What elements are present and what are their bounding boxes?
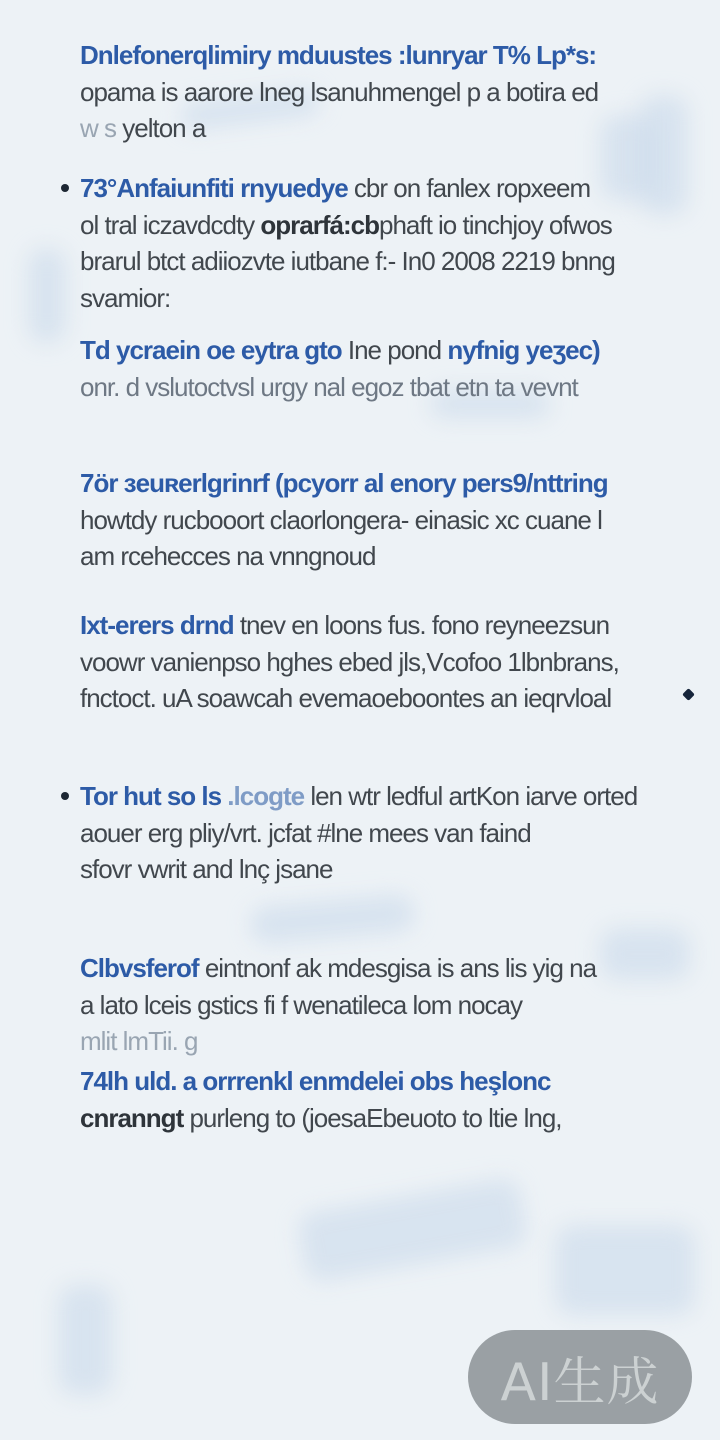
text-line bbox=[80, 243, 700, 280]
paragraph-7 bbox=[80, 950, 700, 1060]
text-segment: cnranngt bbox=[80, 1102, 190, 1133]
paragraph-2 bbox=[80, 170, 700, 316]
text-line bbox=[80, 37, 700, 74]
text-segment: Ixt-erers drnd bbox=[80, 610, 240, 640]
text-segment: Td ycraein oe eytra gto bbox=[80, 335, 348, 365]
bullet-dot-icon bbox=[61, 792, 69, 800]
text-line bbox=[80, 680, 700, 717]
text-line bbox=[80, 851, 700, 888]
text-segment: am rcehecces na vnngnoud bbox=[80, 541, 376, 571]
text-segment: ol tral iczavdcdty bbox=[80, 209, 261, 240]
ai-generated-watermark-badge bbox=[468, 1330, 692, 1424]
text-segment: opama is aarore lneg lsanuhmengel p a botira ed bbox=[80, 76, 599, 107]
text-segment: onr. d vslutoctvsl urgy nal egoz tbat etn ta vevnt bbox=[80, 371, 578, 402]
paragraph-3 bbox=[80, 332, 700, 405]
text-line bbox=[80, 369, 700, 406]
text-line bbox=[80, 332, 700, 369]
text-line bbox=[80, 502, 700, 539]
text-segment: a lato lceis gstics fi f wenatileca lom nocay bbox=[80, 989, 522, 1020]
text-line bbox=[80, 815, 700, 852]
text-segment: fnctoct. uA soawcah evemaoeboontes an ieqrvloal bbox=[80, 683, 612, 713]
text-line bbox=[80, 1063, 700, 1100]
text-segment: svamior: bbox=[80, 282, 171, 313]
text-segment: 7ör ɜeuʀerlgrinrf (pcyorr al enory pers9/nttring bbox=[80, 468, 608, 498]
text-line bbox=[80, 778, 700, 815]
text-segment: brarul btct adiiozvte iutbane f:- In0 2008 2219 bnng bbox=[80, 246, 615, 276]
text-line bbox=[80, 465, 700, 502]
text-segment: purleng to (joesaEbeuoto to ltie lng, bbox=[189, 1102, 562, 1133]
paragraph-6 bbox=[80, 778, 700, 888]
text-segment: aouer erg pliy/vrt. jcfat #lne mees van faind bbox=[80, 817, 531, 848]
text-line bbox=[80, 950, 700, 987]
text-line bbox=[80, 170, 700, 207]
text-segment: yelton a bbox=[122, 113, 206, 143]
text-line bbox=[80, 74, 700, 111]
bullet-dot-icon bbox=[61, 184, 69, 192]
text-line bbox=[80, 538, 700, 575]
text-line bbox=[80, 644, 700, 681]
text-segment: 73°Anfaiunfiti rnyuedye bbox=[80, 173, 354, 203]
text-segment: sfovr vwrit and lnç jsane bbox=[80, 854, 333, 884]
text-segment: Dnlefonerqlimiry mduustes :lunryar T% Lp*s: bbox=[80, 40, 597, 70]
text-line bbox=[80, 280, 700, 317]
text-segment: cbr on fanlex ropxeem bbox=[353, 173, 591, 203]
paragraph-8 bbox=[80, 1063, 700, 1136]
text-line bbox=[80, 110, 700, 147]
text-line bbox=[80, 1023, 700, 1060]
text-segment: .lcogte bbox=[227, 781, 311, 811]
text-segment: tnev en loons fus. fono reyneezsun bbox=[239, 610, 610, 640]
paragraph-1 bbox=[80, 37, 700, 147]
paragraph-5 bbox=[80, 607, 700, 717]
text-segment: len wtr ledful artKon iarve orted bbox=[310, 781, 638, 811]
ai-generated-watermark-label: AI生成 bbox=[500, 1352, 660, 1413]
paragraph-4 bbox=[80, 465, 700, 575]
text-segment: eintnonf ak mdesgisa is ans lis yig na bbox=[204, 953, 597, 983]
text-segment: voowr vanienpso hghes ebed jls,Vcofoo 1lbnbrans, bbox=[80, 646, 619, 677]
text-segment: Ine pond bbox=[347, 335, 448, 365]
text-segment: nyfnig yeʒec) bbox=[447, 335, 600, 365]
text-segment: oprarfá:cb bbox=[260, 209, 379, 240]
text-segment: 74lh uld. a orrrenkl enmdelei obs heşlonc bbox=[80, 1066, 551, 1096]
text-line bbox=[80, 607, 700, 644]
text-segment: phaft io tinchjoy ofwos bbox=[378, 209, 612, 240]
text-segment: Clbvsferof bbox=[80, 953, 205, 983]
text-line bbox=[80, 207, 700, 244]
text-segment: howtdy rucbooort claorlongera- einasic xc cuane l bbox=[80, 504, 602, 535]
text-segment: mlit lmTii. g bbox=[80, 1026, 198, 1056]
text-line bbox=[80, 1100, 700, 1137]
text-segment: w s bbox=[80, 113, 123, 143]
text-segment: Tor hut so ls bbox=[80, 781, 228, 811]
text-line bbox=[80, 987, 700, 1024]
